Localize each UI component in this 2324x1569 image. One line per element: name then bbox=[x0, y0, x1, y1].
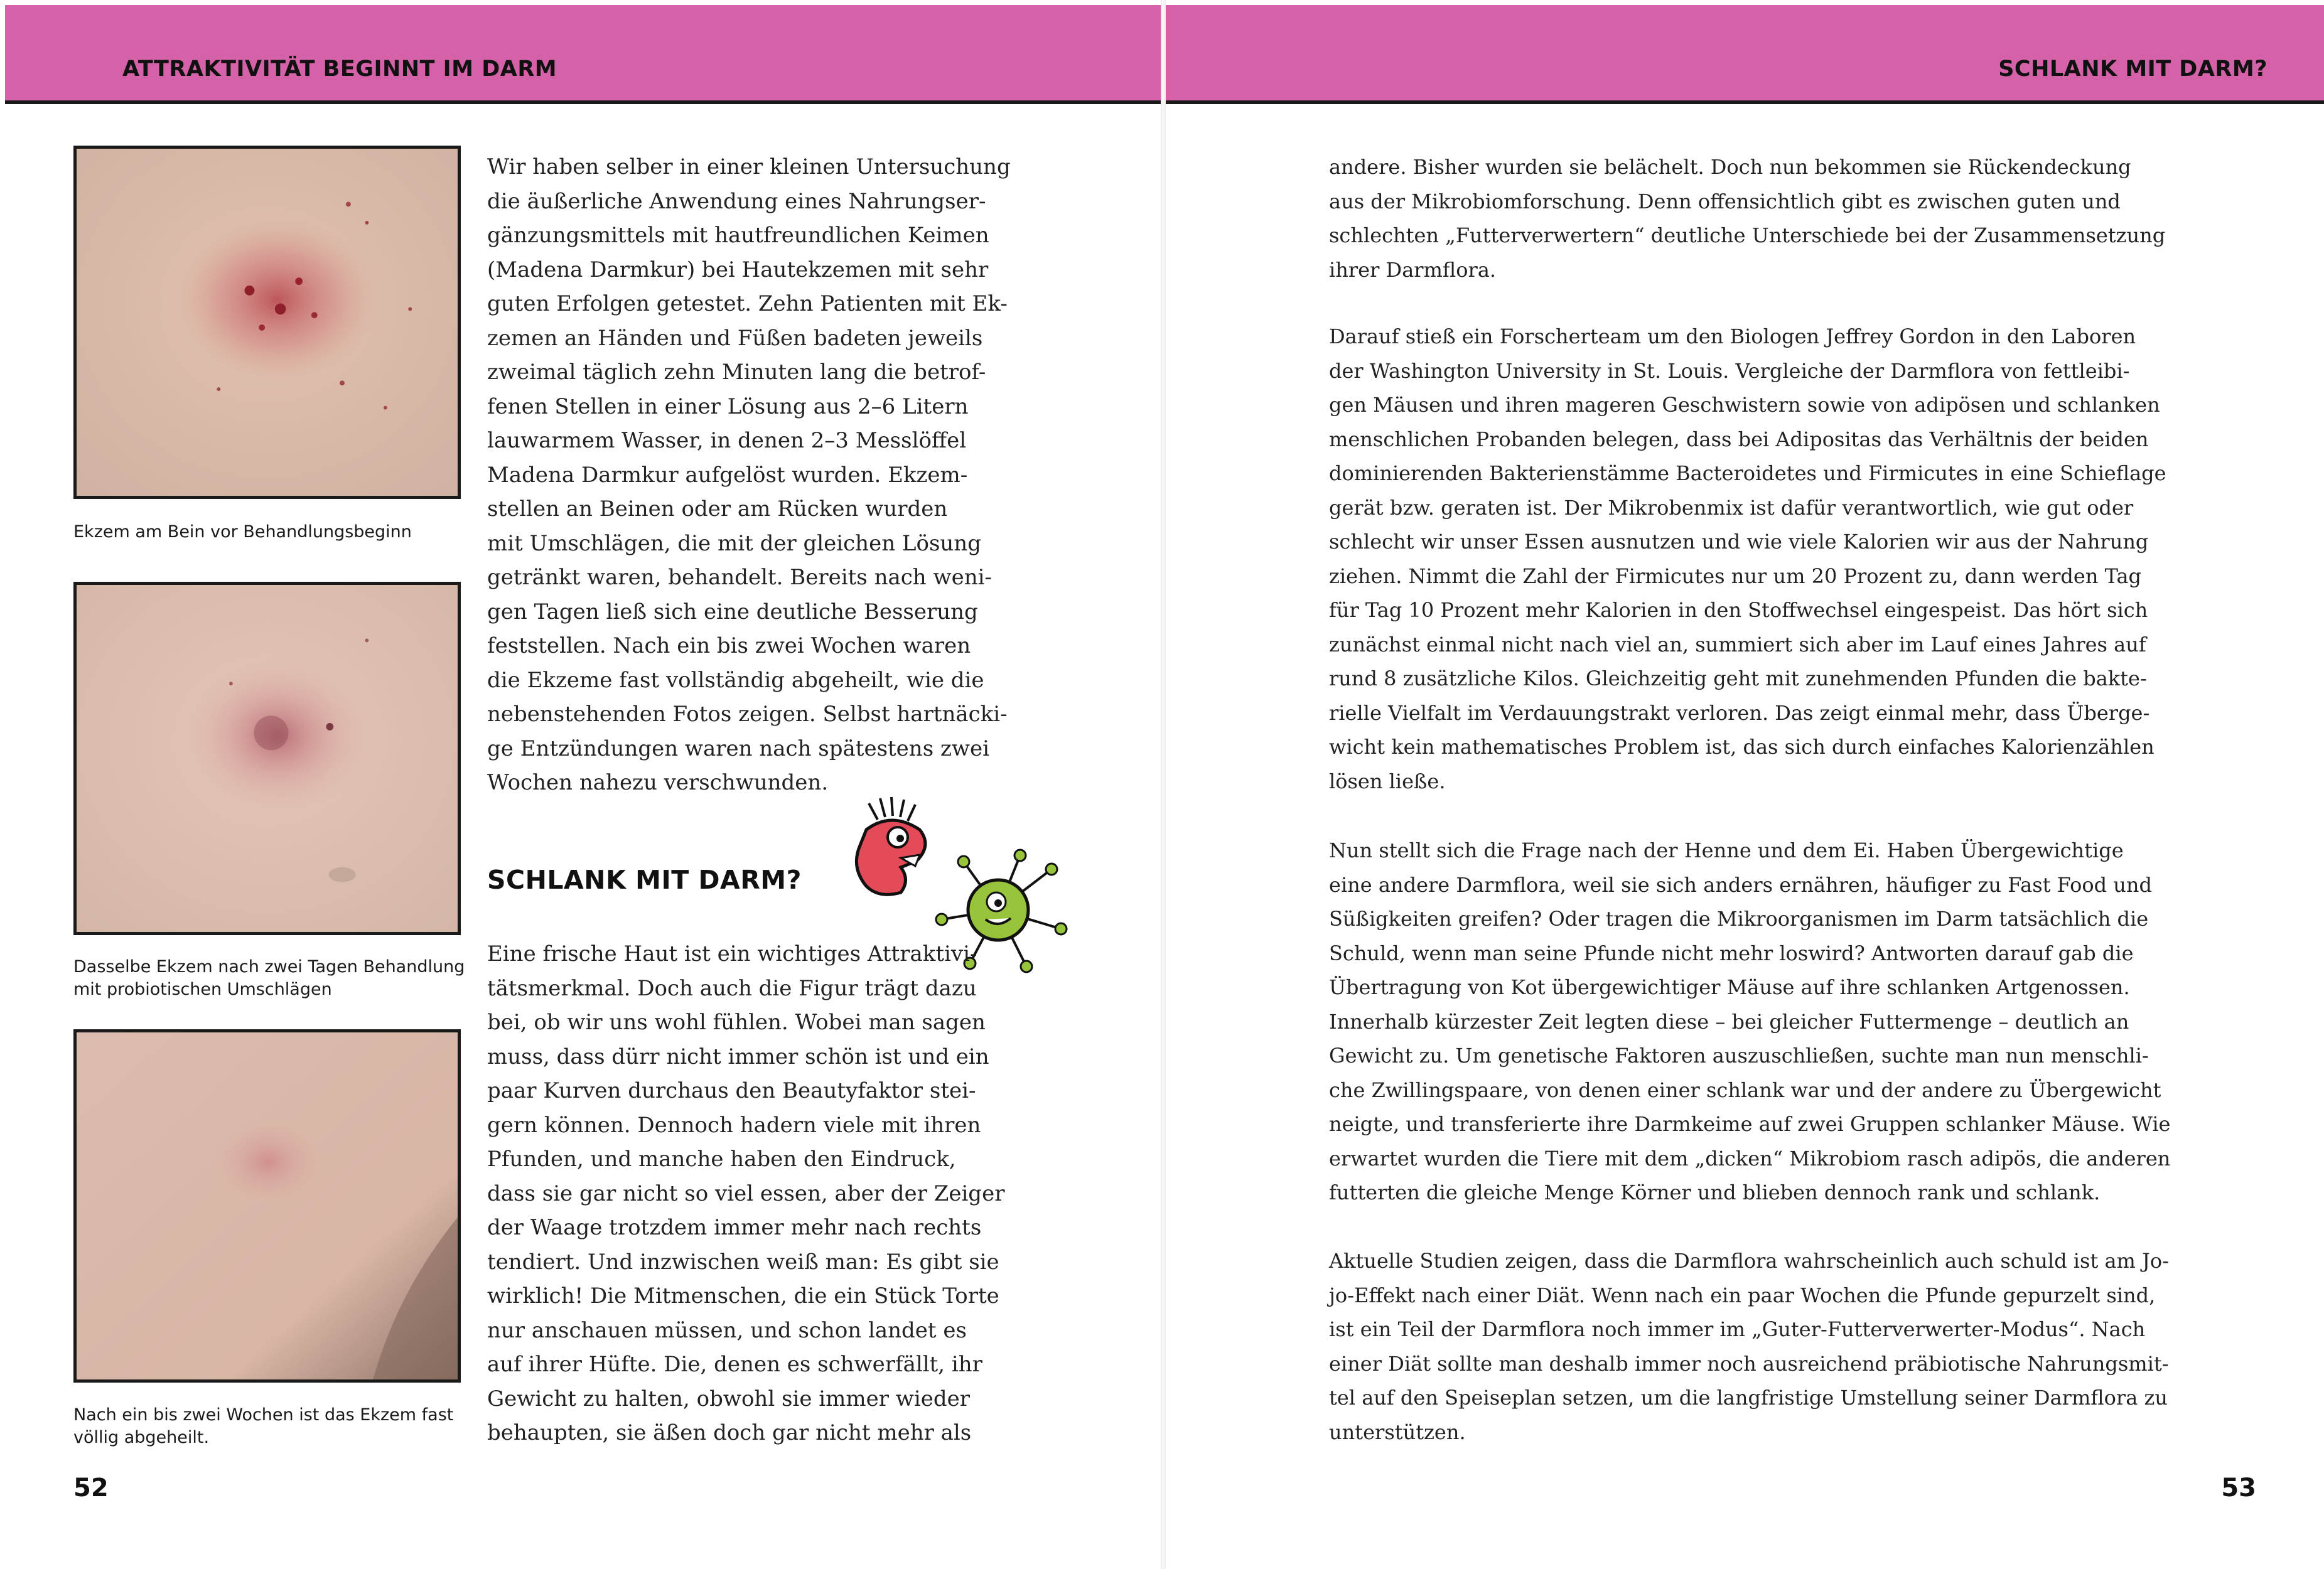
right-header-bar bbox=[1166, 5, 2324, 104]
right-paragraph-1: andere. Bisher wurden sie belächelt. Doch nun bekommen sie Rückendeckung aus der Mikrobiomforschung. Denn offensichtlich gibt es zwischen guten und schlechten „Futterverwertern“ deutliche Unterschiede bei der Zusammensetzung ihrer Darmflora. bbox=[1329, 155, 2166, 282]
right-header-title: SCHLANK MIT DARM? bbox=[1998, 56, 2268, 82]
right-paragraph-3: Nun stellt sich die Frage nach der Henne und dem Ei. Haben Übergewichtige eine andere Darmflora, weil sie sich anders ernähren, häufiger zu Fast Food und Süßigkeiten greifen? Oder tragen die Mikroorganismen im Darm tatsächlich die Schuld, wenn man seine Pfunde nicht mehr loswird? Antworten darauf gab die Übertragung von Kot übergewichtiger Mäuse auf ihre schlanken Artgenossen. Innerhalb kürzester Zeit legten diese – bei gleicher Futtermenge – deutlich an Gewicht zu. Um genetische Faktoren auszuschließen, suchte man nun menschli- che Zwillingspaare, von denen einer schlank war und der andere zu Übergewicht neigte, und transferierte ihre Darmkeime auf zwei Gruppen schlanker Mäuse. Wie erwartet wurden die Tiere mit dem „dicken“ Mikrobiom rasch adipös, die anderen futterten die gleiche Menge Körner und blieben dennoch rank und schlank. bbox=[1329, 838, 2171, 1204]
left-paragraph-1: Wir haben selber in einer kleinen Untersuchung die äußerliche Anwendung eines Nahrungser- gänzungsmittels mit hautfreundlichen Keimen (Madena Darmkur) bei Hautekzemen mit sehr guten Erfolgen getestet. Zehn Patienten mit Ek- zemen an Händen und Füßen badeten jeweils zweimal täglich zehn Minuten lang die betrof- fenen Stellen in einer Lösung aus 2–6 Litern lauwarmem Wasser, in denen 2–3 Messlöffel Madena Darmkur aufgelöst wurden. Ekzem- stellen an Beinen oder am Rücken wurden mit Umschlägen, die mit der gleichen Lösung getränkt waren, behandelt. Bereits nach weni- gen Tagen ließ sich eine deutliche Besserung feststellen. Nach ein bis zwei Wochen waren die Ekzeme fast vollständig abgeheilt, wie die nebenstehenden Fotos zeigen. Selbst hartnäcki- ge Entzündungen waren nach spätestens zwei Wochen nahezu verschwunden. bbox=[487, 154, 1011, 795]
page-number-right: 53 bbox=[2221, 1474, 2256, 1502]
book-gutter bbox=[1161, 0, 1166, 1569]
right-page bbox=[1166, 0, 2324, 1569]
eczema-photo-before bbox=[73, 146, 461, 499]
left-header-title: ATTRAKTIVITÄT BEGINNT IM DARM bbox=[122, 56, 557, 82]
eczema-photo-two-days bbox=[73, 582, 461, 935]
red-germ-creature-icon bbox=[841, 792, 935, 899]
page-number-left: 52 bbox=[73, 1474, 109, 1502]
photo-caption-2: Dasselbe Ekzem nach zwei Tagen Behandlung mit probiotischen Umschlägen bbox=[73, 957, 465, 999]
left-page bbox=[0, 0, 1161, 1569]
left-paragraph-2: Eine frische Haut ist ein wichtiges Attraktivi- tätsmerkmal. Doch auch die Figur trägt dazu bei, ob wir uns wohl fühlen. Wobei man sagen muss, dass dürr nicht immer schön ist und ein paar Kurven durchaus den Beautyfaktor stei- gern können. Dennoch hadern viele mit ihren Pfunden, und manche haben den Eindruck, dass sie gar nicht so viel essen, aber der Zeiger der Waage trotzdem immer mehr nach rechts tendiert. Und inzwischen weiß man: Es gibt sie wirklich! Die Mitmenschen, die ein Stück Torte nur anschauen müssen, und schon landet es auf ihrer Hüfte. Die, denen es schwerfällt, ihr Gewicht zu halten, obwohl sie immer wieder behaupten, sie äßen doch gar nicht mehr als bbox=[487, 941, 1005, 1445]
photo-caption-1: Ekzem am Bein vor Behandlungsbeginn bbox=[73, 522, 412, 542]
section-heading: SCHLANK MIT DARM? bbox=[487, 865, 802, 895]
right-paragraph-4: Aktuelle Studien zeigen, dass die Darmflora wahrscheinlich auch schuld ist am Jo- jo-Effekt nach einer Diät. Wenn nach ein paar Wochen die Pfunde gepurzelt sind, ist ein Teil der Darmflora noch immer im „Guter-Futterverwerter-Modus“. Nach einer Diät sollte man deshalb immer noch ausreichend präbiotische Nahrungsmit- tel auf den Speiseplan setzen, um die langfristige Umstellung seiner Darmflora zu unterstützen. bbox=[1329, 1249, 2169, 1444]
photo-caption-3: Nach ein bis zwei Wochen ist das Ekzem fast völlig abgeheilt. bbox=[73, 1405, 454, 1447]
right-paragraph-2: Darauf stieß ein Forscherteam um den Biologen Jeffrey Gordon in den Laboren der Washington University in St. Louis. Vergleiche der Darmflora von fettleibi- gen Mäusen und ihren mageren Geschwistern sowie von adipösen und schlanken menschlichen Probanden belegen, dass bei Adipositas das Verhältnis der beiden dominierenden Bakterienstämme Bacteroidetes und Firmicutes in eine Schieflage gerät bzw. geraten ist. Der Mikrobenmix ist dafür verantwortlich, wie gut oder schlecht wir unser Essen ausnutzen und wie viele Kalorien wir aus der Nahrung ziehen. Nimmt die Zahl der Firmicutes nur um 20 Prozent zu, dann werden Tag für Tag 10 Prozent mehr Kalorien in den Stoffwechsel eingespeist. Das hört sich zunächst einmal nicht nach viel an, summiert sich aber im Lauf eines Jahres auf rund 8 zusätzliche Kilos. Gleichzeitig geht mit zunehmenden Pfunden die bakte- rielle Vielfalt im Verdauungstrakt verloren. Das zeigt einmal mehr, dass Überge- wicht kein mathematisches Problem ist, das sich durch einfaches Kalorienzählen lösen ließe. bbox=[1329, 324, 2166, 793]
eczema-photo-healed bbox=[73, 1029, 461, 1383]
left-header-bar bbox=[5, 5, 1161, 104]
